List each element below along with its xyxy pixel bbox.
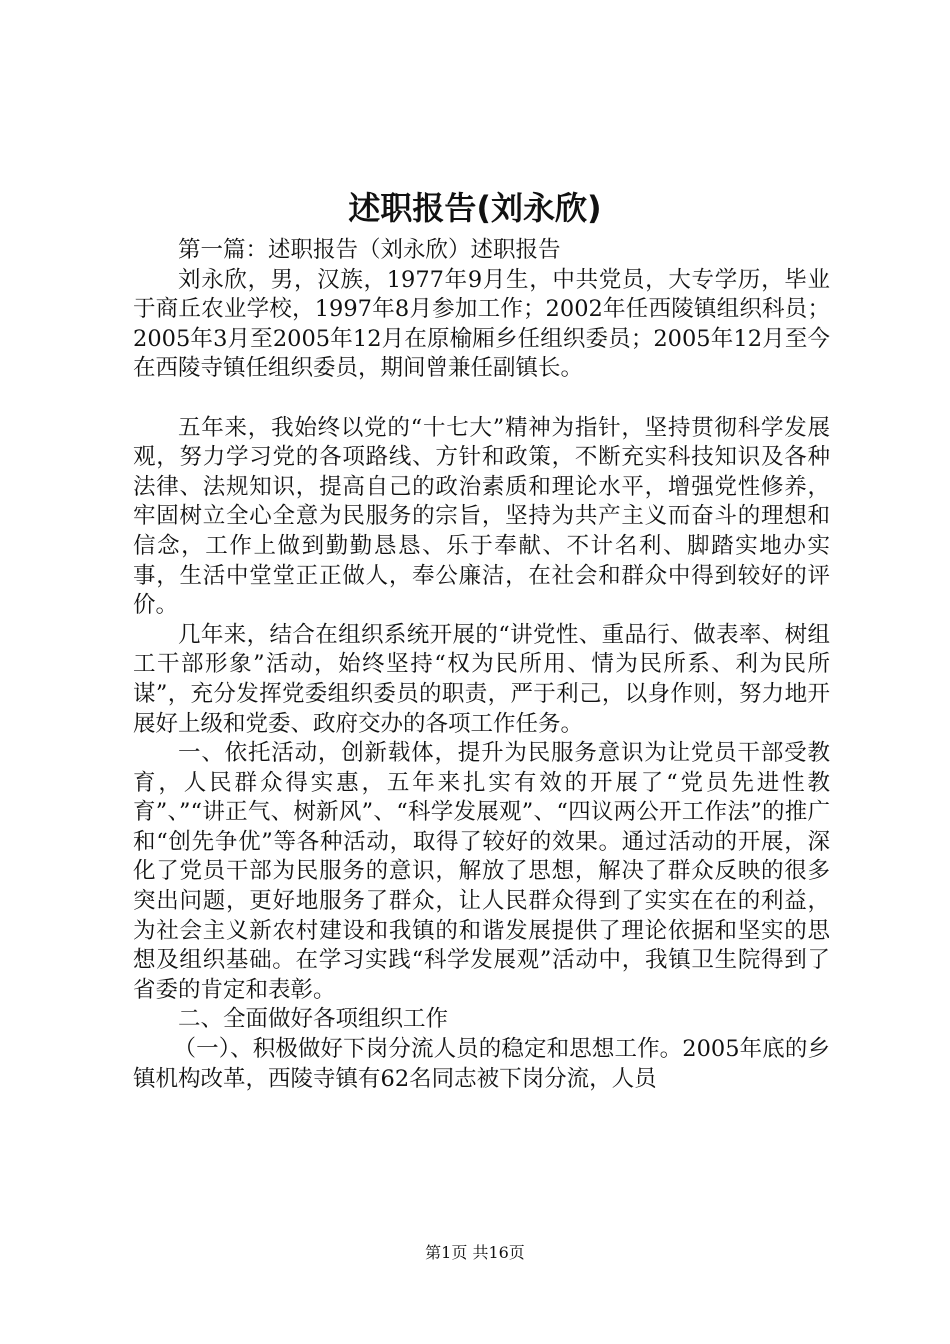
subheading-organization-work: 二、全面做好各项组织工作: [178, 1006, 449, 1033]
paragraph-activities: 一、依托活动，创新载体，提升为民服务意识为让党员干部受教育，人民群众得实惠，五年来扎实有效的开展了“党员先进性教育”、”“讲正气、树新风”、“科学发展观”、“四议两公开工作法”的推广和“创先争优”等各种活动，取得了较好的效果。通过活动的开展，深化了党员干部为民服务的意识，解放了思想，解决了群众反映的很多突出问题，更好地服务了群众，让人民群众得到了实实在在的利益，为社会主义新农村建设和我镇的和谐发展提供了理论依据和坚实的思想及组织基础。在学习实践“科学发展观”活动中，我镇卫生院得到了省委的肯定和表彰。: [133, 740, 830, 1003]
document-title: 述职报告(刘永欣): [348, 189, 602, 227]
section-heading: 第一篇：述职报告（刘永欣）述职报告: [178, 237, 561, 263]
document-body: [133, 236, 830, 1094]
paragraph-several-years: 几年来，结合在组织系统开展的“讲党性、重品行、做表率、树组工干部形象”活动，始终坚持“权为民所用、情为民所系、利为民所谋”，充分发挥党委组织委员的职责，严于利己，以身作则，努力地开展好上级和党委、政府交办的各项工作任务。: [133, 621, 830, 737]
page-number: 第1页 共16页: [425, 1243, 525, 1262]
paragraph-spacer: [133, 384, 830, 414]
paragraph-five-years: 五年来，我始终以党的“十七大”精神为指针，坚持贯彻科学发展观，努力学习党的各项路线、方针和政策，不断充实科技知识及各种法律、法规知识，提高自己的政治素质和理论水平，增强党性修养，牢固树立全心全意为民服务的宗旨，坚持为共产主义而奋斗的理想和信念，工作上做到勤勤恳恳、乐于奉献、不计名利、脚踏实地办实事，生活中堂堂正正做人，奉公廉洁，在社会和群众中得到较好的评价。: [133, 414, 830, 619]
paragraph-profile: 刘永欣，男，汉族，1977年9月生，中共党员，大专学历，毕业于商丘农业学校，1997年8月参加工作；2002年任西陵镇组织科员；2005年3月至2005年12月在原榆厢乡任组织委员；2005年12月至今在西陵寺镇任组织委员，期间曾兼任副镇长。: [133, 266, 830, 382]
paragraph-layoff-work: （一）、积极做好下岗分流人员的稳定和思想工作。2005年底的乡镇机构改革，西陵寺镇有62名同志被下岗分流，人员: [133, 1036, 830, 1092]
